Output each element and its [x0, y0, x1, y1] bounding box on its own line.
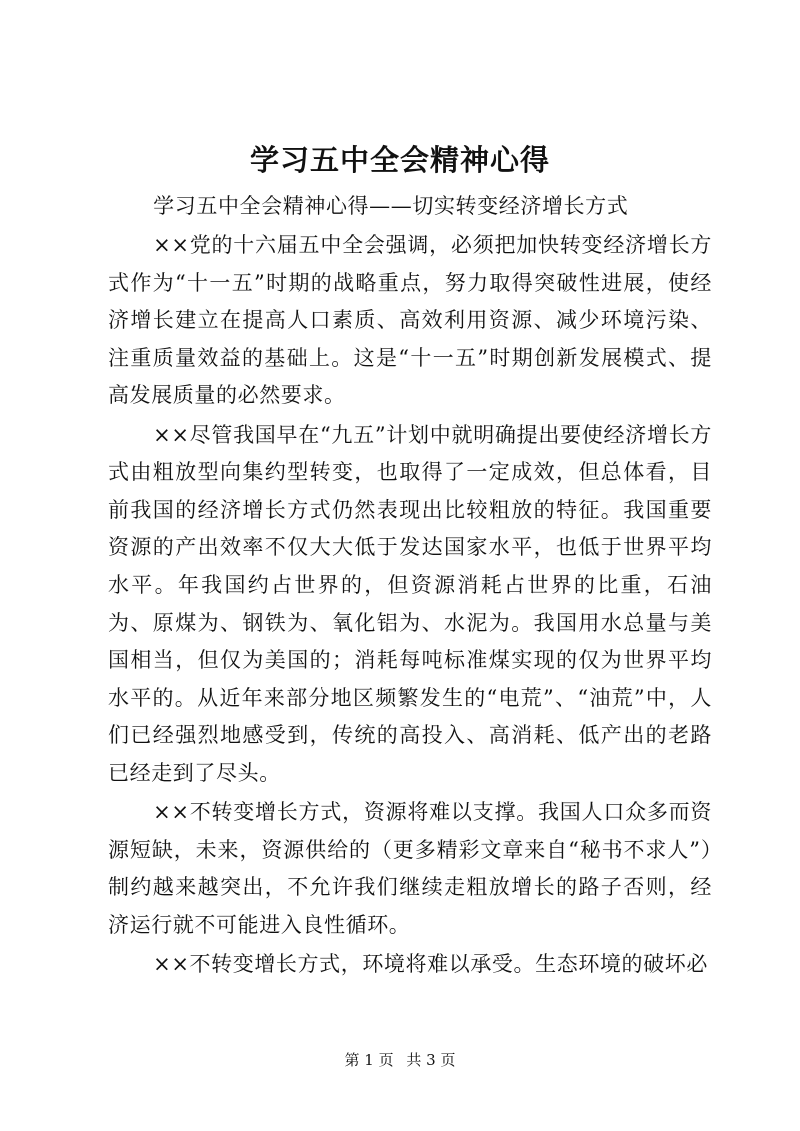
body-paragraph-2: ××尽管我国早在“九五”计划中就明确提出要使经济增长方式由粗放型向集约型转变，也取得了一定成效，但总体看，目前我国的经济增长方式仍然表现出比较粗放的特征。我国重要资源的产出效率不仅大大低于发达国家水平，也低于世界平均水平。年我国约占世界的，但资源消耗占世界的比重，石油为、原煤为、钢铁为、氧化铝为、水泥为。我国用水总量与美国相当，但仅为美国的；消耗每吨标准煤实现的仅为世界平均水平的。从近年来部分地区频繁发生的“电荒”、“油荒”中，人们已经强烈地感受到，传统的高投入、高消耗、低产出的老路已经走到了尽头。 — [108, 422, 712, 785]
document-body — [108, 188, 712, 983]
body-paragraph-1: ××党的十六届五中全会强调，必须把加快转变经济增长方式作为“十一五”时期的战略重点，努力取得突破性进展，使经济增长建立在提高人口素质、高效利用资源、减少环境污染、注重质量效益的基础上。这是“十一五”时期创新发展模式、提高发展质量的必然要求。 — [108, 233, 712, 408]
body-paragraph-3: ××不转变增长方式，资源将难以支撑。我国人口众多而资源短缺，未来，资源供给的（更多精彩文章来自“秘书不求人”）制约越来越突出，不允许我们继续走粗放增长的路子否则，经济运行就不可能进入良性循环。 — [108, 800, 712, 937]
page-total: 共 3 页 — [406, 1051, 456, 1069]
body-paragraph-4: ××不转变增长方式，环境将难以承受。生态环境的破坏必 — [153, 951, 708, 976]
subtitle-paragraph: 学习五中全会精神心得——切实转变经济增长方式 — [153, 194, 629, 218]
page-footer — [0, 1050, 800, 1070]
document-title: 学习五中全会精神心得 — [249, 143, 550, 177]
page-number: 第 1 页 — [344, 1051, 394, 1069]
